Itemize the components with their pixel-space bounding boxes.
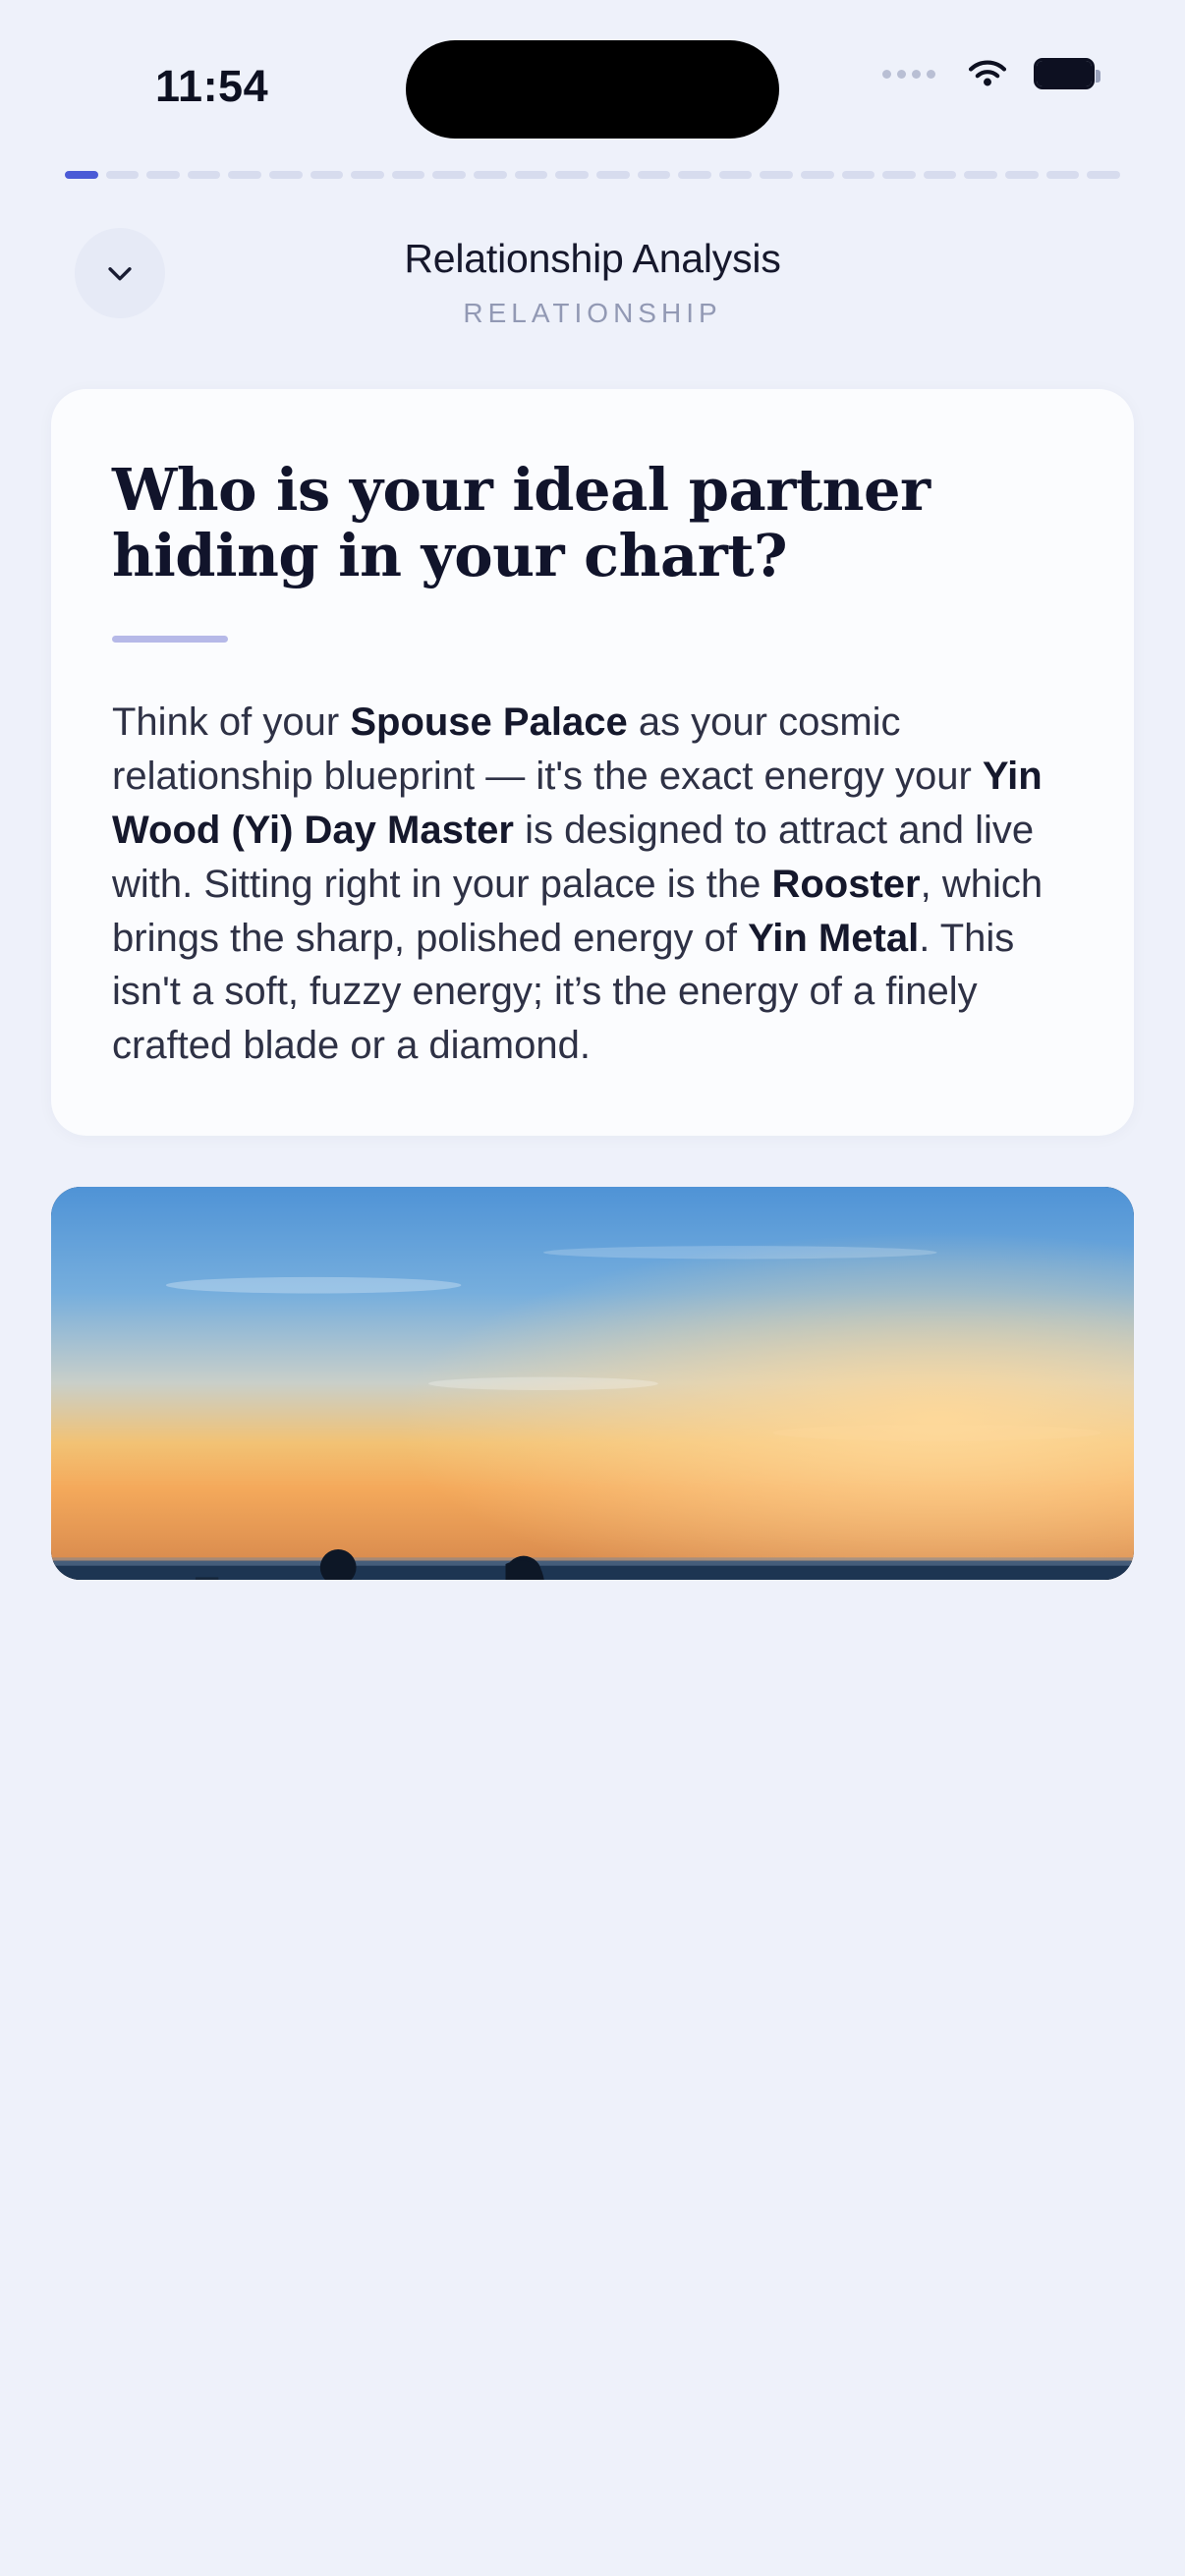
body-run: . This isn't a soft, fuzzy energy; it’s the energy of a finely crafted blade or a diamond. bbox=[112, 916, 1015, 1068]
emphasis-term: Yin Wood (Yi) Day Master bbox=[112, 755, 1043, 852]
status-time: 11:54 bbox=[155, 61, 269, 111]
dynamic-island bbox=[406, 40, 779, 139]
page-subtitle: RELATIONSHIP bbox=[463, 298, 722, 328]
emphasis-term: Yin Metal bbox=[748, 916, 920, 960]
progress-segment bbox=[392, 171, 425, 179]
chevron-down-icon bbox=[103, 256, 137, 290]
progress-segment bbox=[1087, 171, 1120, 179]
progress-segment bbox=[924, 171, 957, 179]
progress-segment bbox=[842, 171, 875, 179]
card-heading: Who is your ideal partner hiding in your chart? bbox=[112, 456, 931, 589]
body-run: is designed to attract and live with. Sitting right in your palace is the bbox=[112, 808, 1035, 906]
progress-segment bbox=[146, 171, 180, 179]
progress-track[interactable] bbox=[0, 171, 1185, 179]
progress-segment bbox=[719, 171, 753, 179]
body-run: Think of your bbox=[112, 700, 351, 745]
illustration-image bbox=[51, 1187, 1134, 1580]
emphasis-term: Spouse Palace bbox=[350, 700, 628, 745]
progress-segment bbox=[1005, 171, 1039, 179]
progress-segment bbox=[882, 171, 916, 179]
heading-divider bbox=[112, 636, 228, 643]
emphasis-term: Rooster bbox=[771, 862, 921, 906]
status-icons bbox=[882, 57, 1095, 90]
wifi-icon bbox=[965, 57, 1010, 90]
body-run: , which brings the sharp, polished energy of bbox=[112, 862, 1044, 960]
progress-segment bbox=[678, 171, 711, 179]
progress-segment bbox=[638, 171, 671, 179]
progress-segment bbox=[432, 171, 466, 179]
header bbox=[0, 224, 1185, 342]
progress-segment bbox=[228, 171, 261, 179]
progress-segment bbox=[964, 171, 997, 179]
progress-segment bbox=[106, 171, 140, 179]
progress-segment bbox=[474, 171, 507, 179]
page-title: Relationship Analysis bbox=[404, 236, 781, 281]
couple-sunset-photo bbox=[51, 1187, 1134, 1580]
progress-segment bbox=[269, 171, 303, 179]
status-bar bbox=[0, 0, 1185, 147]
body-run: as your cosmic relationship blueprint — it's the exact energy your bbox=[112, 700, 983, 799]
progress-segment bbox=[65, 171, 98, 179]
progress-segment bbox=[555, 171, 589, 179]
progress-segment bbox=[1046, 171, 1080, 179]
progress-segment bbox=[596, 171, 630, 179]
progress-segment bbox=[760, 171, 793, 179]
header-titles bbox=[0, 224, 1185, 329]
content-card bbox=[51, 389, 1134, 1136]
progress-segment bbox=[351, 171, 384, 179]
battery-icon bbox=[1034, 58, 1095, 89]
dots-icon bbox=[882, 70, 935, 79]
progress-segment bbox=[310, 171, 344, 179]
collapse-button[interactable] bbox=[75, 228, 165, 318]
progress-segment bbox=[515, 171, 548, 179]
card-body-text bbox=[112, 696, 1073, 1073]
progress-segment bbox=[188, 171, 221, 179]
progress-segment bbox=[801, 171, 834, 179]
